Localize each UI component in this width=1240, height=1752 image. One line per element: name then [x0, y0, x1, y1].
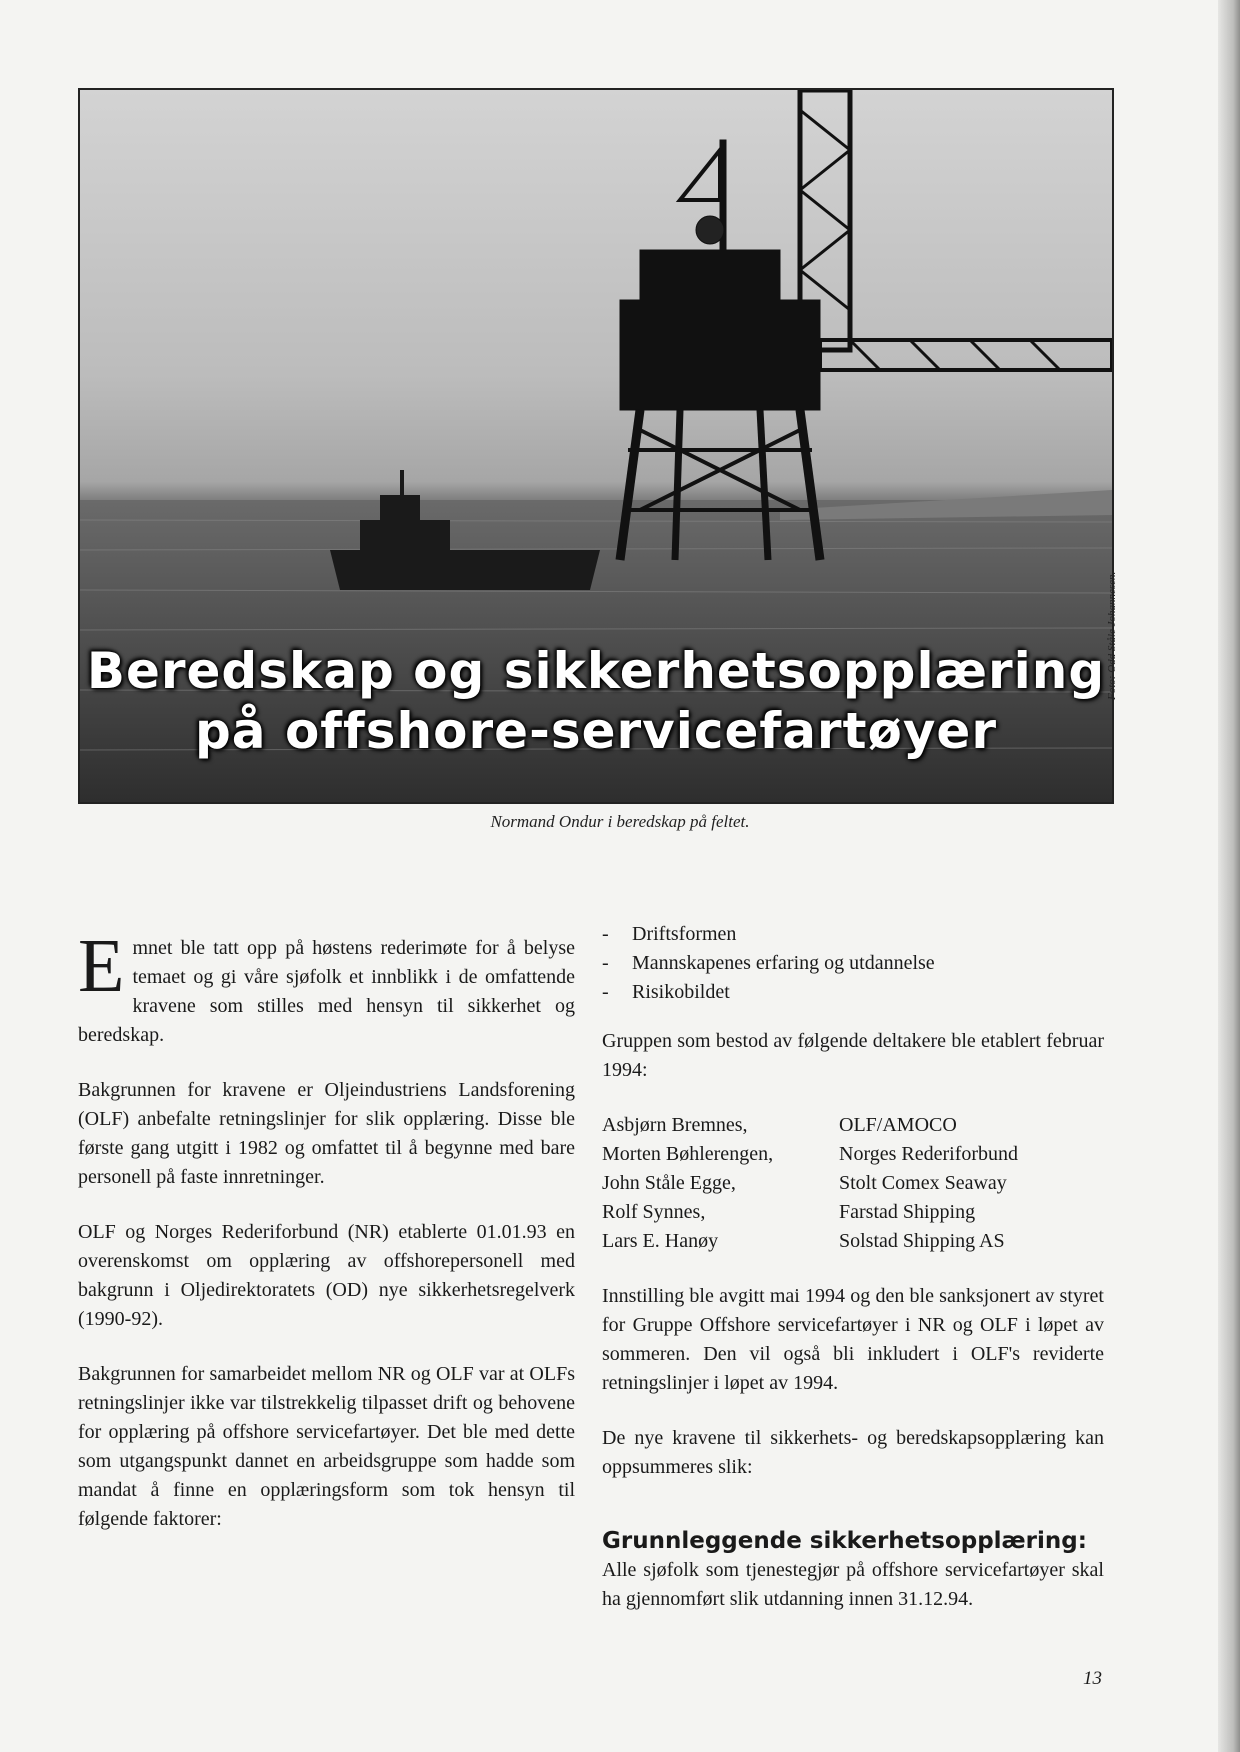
paragraph-innstilling: Innstilling ble avgitt mai 1994 og den ble sanksjonert av styret for Gruppe Offshore servicefartøyer i NR og OLF i løpet av sommeren. Den vil også bli inkludert i OLF's reviderte retningslinjer i løpet av 1994. — [602, 1285, 1104, 1394]
list-item: - Driftsformen — [602, 923, 737, 945]
section-heading: Grunnleggende sikkerhetsopplæring: — [602, 1528, 1087, 1554]
factor-list — [602, 920, 1104, 1007]
page-edge — [1218, 0, 1240, 1752]
paragraph-cooperation: Bakgrunnen for samarbeidet mellom NR og OLF var at OLFs retningslinjer ikke var tilstrekkelig tilpasset drift og behovene for opplæring på offshore servicefartøyer. Det ble med dette som utgangspunkt dannet en arbeidsgruppe som hadde som mandat å finne en opplæringsform som tok hensyn til følgende faktorer: — [78, 1363, 575, 1530]
member-org: Solstad Shipping AS — [839, 1230, 1005, 1252]
member-name: Rolf Synnes, — [602, 1201, 706, 1223]
list-item: - Mannskapenes erfaring og utdannelse — [602, 952, 935, 974]
paragraph-section: Alle sjøfolk som tjenestegjør på offshore servicefartøyer skal ha gjennomført slik utdanning innen 31.12.94. — [602, 1559, 1104, 1610]
member-table — [602, 1111, 1104, 1256]
paragraph-requirements: De nye kravene til sikkerhets- og beredskapsopplæring kan oppsummeres slik: — [602, 1427, 1104, 1478]
drop-cap: E — [78, 924, 125, 1008]
article-title-line-2: på offshore-servicefartøyer — [195, 702, 997, 760]
list-item: - Risikobildet — [602, 981, 730, 1003]
right-column — [602, 920, 1104, 1640]
page-number: 13 — [1083, 1668, 1102, 1689]
hero-photo — [78, 88, 1114, 804]
member-name: John Ståle Egge, — [602, 1172, 736, 1194]
member-org: Farstad Shipping — [839, 1201, 976, 1223]
member-name: Lars E. Hanøy — [602, 1230, 719, 1252]
member-org: Stolt Comex Seaway — [839, 1172, 1007, 1194]
member-org: Norges Rederiforbund — [839, 1143, 1019, 1165]
member-name: Asbjørn Bremnes, — [602, 1114, 748, 1136]
left-column — [78, 920, 575, 1560]
member-org: OLF/AMOCO — [839, 1114, 957, 1136]
platform-silhouette — [620, 90, 1112, 560]
paragraph-agreement: OLF og Norges Rederiforbund (NR) etablerte 01.01.93 en overenskomst om opplæring av offshorepersonell med bakgrunn i Oljedirektoratets (OD) nye sikkerhetsregelverk (1990-92). — [78, 1221, 575, 1330]
paragraph-background: Bakgrunnen for kravene er Oljeindustriens Landsforening (OLF) anbefalte retningslinjer for slik opplæring. Disse ble første gang utgitt i 1982 og omfattet til å begynne med bare personell på faste innretninger. — [78, 1079, 575, 1188]
photo-caption: Normand Ondur i beredskap på feltet. — [490, 812, 750, 831]
intro-paragraph — [78, 924, 575, 1050]
intro-text: mnet ble tatt opp på høstens rederimøte for å belyse temaet og gi våre sjøfolk et innblikk i de omfattende kravene som stilles med hensyn til sikkerhet og beredskap. — [78, 937, 575, 1046]
photo-credit: Foto: Odd Ståle Johannesen. — [1106, 571, 1118, 700]
paragraph-group: Gruppen som bestod av følgende deltakere ble etablert februar 1994: — [602, 1030, 1104, 1081]
member-name: Morten Bøhlerengen, — [602, 1143, 774, 1165]
article-title-line-1: Beredskap og sikkerhetsopplæring — [86, 642, 1106, 700]
